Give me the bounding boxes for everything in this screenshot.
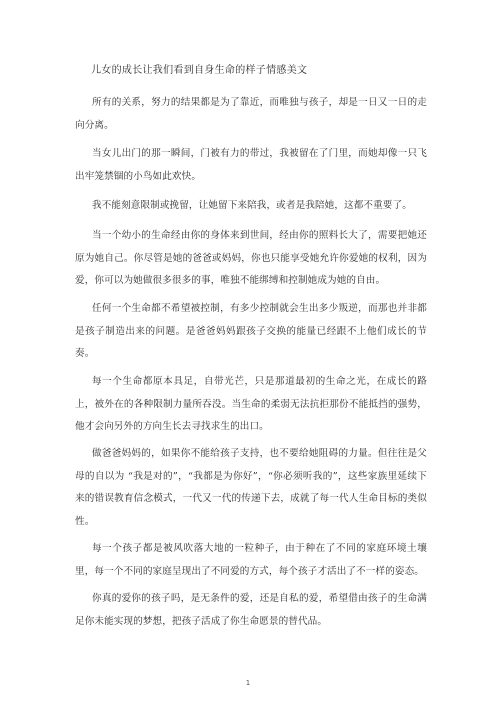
paragraph-2: 当女儿出门的那一瞬间，门被有力的带过，我被留在了门里，而她却像一只飞出牢笼禁锢的小鸟如此欢快。 (75, 148, 427, 182)
page-number: 1 (245, 679, 251, 687)
document-title: 儿女的成长让我们看到自身生命的样子情感美文 (91, 65, 308, 76)
paragraph-1: 所有的关系，努力的结果都是为了靠近，而唯独与孩子，却是一日又一日的走向分离。 (75, 97, 427, 131)
paragraph-3: 我不能刻意限制或挽留，让她留下来陪我，或者是我陪她，这都不重要了。 (92, 200, 412, 211)
paragraph-5: 任何一个生命都不希望被控制，有多少控制就会生出多少叛逆，而那也并非都是孩子制造出来的问题。是爸爸妈妈跟孩子交换的能量已经跟不上他们成长的节奏。 (75, 303, 427, 359)
paragraph-9: 你真的爱你的孩子吗，是无条件的爱，还是自私的爱，希望借由孩子的生命满足你未能实现的梦想，把孩子活成了你生命愿景的替代品。 (75, 593, 427, 627)
paragraph-6: 每一个生命都原本具足，自带光芒，只是那道最初的生命之光，在成长的路上，被外在的各种限制力量所吞没。当生命的柔弱无法抗拒那份不能抵挡的强势，他才会向另外的方向生长去寻找求生的出口。 (75, 376, 427, 432)
paragraph-8: 每一个孩子都是被风吹落大地的一粒种子，由于种在了不同的家庭环境土壤里，每一个不同的家庭呈现出了不同爱的方式，每个孩子才活出了不一样的姿态。 (75, 543, 427, 577)
paragraph-7: 做爸爸妈妈的，如果你不能给孩子支持，也不要给她阻碍的力量。但往往是父母的自以为 “我是对的”，“我都是为你好”，“你必须听我的”，这些家族里延续下来的错误教育信念模式，一代又一代的传递下去，成就了每一代人生命目标的类似性。 (75, 448, 427, 527)
paragraph-4: 当一个幼小的生命经由你的身体来到世间，经由你的照料长大了，需要把她还原为她自己。你尽管是她的爸爸或妈妈，你也只能享受她允许你爱她的权利，因为爱，你可以为她做很多很多的事，唯独不能绑缚和控制她成为她的自由。 (75, 230, 427, 286)
